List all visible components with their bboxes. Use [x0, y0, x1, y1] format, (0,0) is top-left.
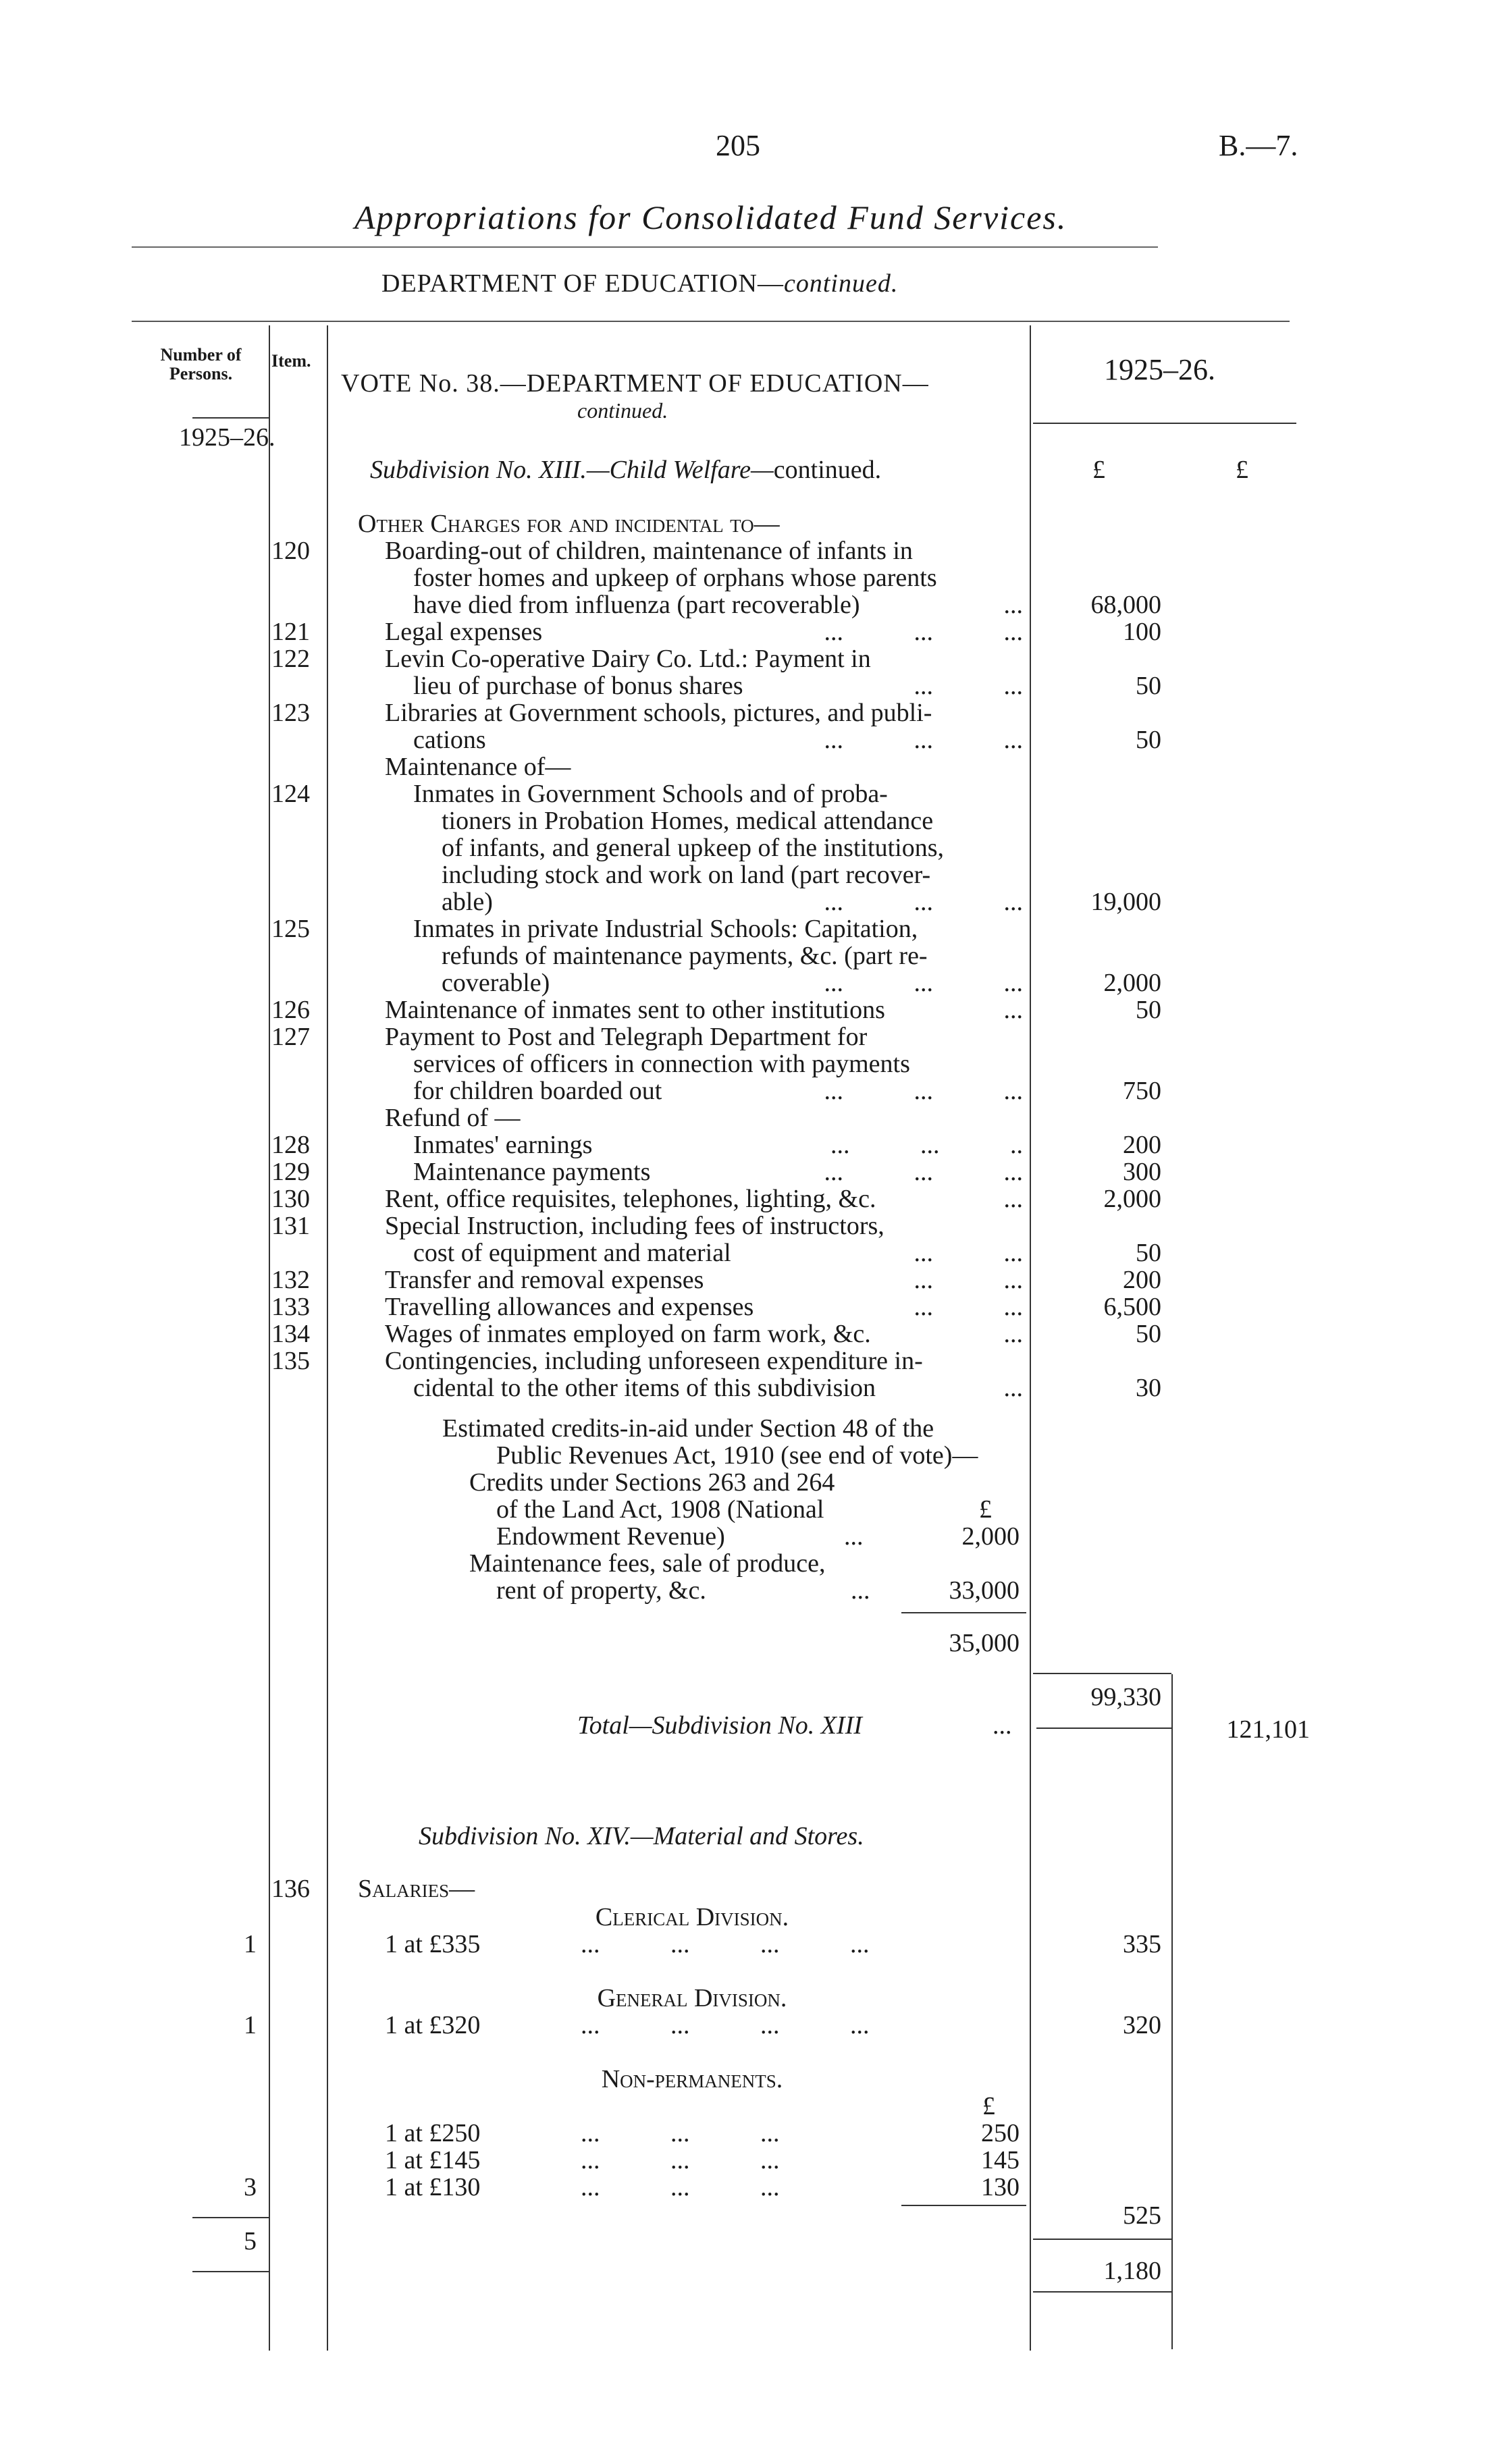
item-number: 125 — [271, 915, 310, 943]
item-amount: 50 — [1136, 1239, 1161, 1267]
xiv-total-rule-top — [1033, 2239, 1171, 2240]
item-number: 134 — [271, 1320, 310, 1348]
amount-column-rule — [1030, 325, 1031, 2351]
item-amount: 19,000 — [1090, 888, 1161, 916]
pound-symbol-col1: £ — [1092, 456, 1105, 484]
leader-dots: ... ... ... — [581, 2119, 780, 2147]
persons-total: 5 — [244, 2227, 257, 2255]
item-number: 130 — [271, 1185, 310, 1213]
item-amount: 200 — [1123, 1131, 1161, 1159]
item-description-line: able) — [442, 888, 493, 916]
leader-dots: ... — [1003, 591, 1023, 619]
item-description-line: Legal expenses — [385, 618, 543, 646]
item-description-line: refunds of maintenance payments, &c. (part re- — [442, 942, 928, 970]
credits-amount-endowment: 2,000 — [961, 1522, 1020, 1551]
leader-dots: ... ... — [914, 672, 1023, 700]
item-description-line: cost of equipment and material — [413, 1239, 731, 1267]
credits-pound: £ — [979, 1495, 992, 1524]
leader-dots: ... ... — [914, 1293, 1023, 1321]
leader-dots: ... ... ... — [824, 618, 1023, 646]
item-amount: 300 — [1123, 1158, 1161, 1186]
subtotal-rule-bottom — [1036, 1728, 1171, 1729]
item-description-line: foster homes and upkeep of orphans whose parents — [413, 564, 937, 592]
non-permanent-amount: 130 — [981, 2173, 1020, 2201]
item-number: 131 — [271, 1212, 310, 1240]
non-permanent-amount: 250 — [981, 2119, 1020, 2147]
credits-dots-7: ... — [851, 1576, 870, 1605]
non-permanent-salary-line: 1 at £130 — [385, 2173, 481, 2201]
item-number: 133 — [271, 1293, 310, 1321]
credits-line-2: Public Revenues Act, 1910 (see end of vote)— — [496, 1441, 978, 1470]
non-permanents-heading: Non-permanents. — [601, 2065, 783, 2093]
year-header-rule — [1033, 423, 1296, 424]
title-rule — [132, 246, 1158, 248]
item-description-line: Boarding-out of children, maintenance of infants in — [385, 537, 913, 565]
credits-line-5: Endowment Revenue) — [496, 1522, 725, 1551]
item-amount: 2,000 — [1103, 969, 1161, 997]
general-salary-line: 1 at £320 — [385, 2011, 481, 2039]
subdivision-xiv-total: 1,180 — [1103, 2257, 1161, 2285]
leader-dots: ... — [1003, 1374, 1023, 1402]
persons-column-rule — [269, 325, 270, 2351]
table-top-rule — [132, 321, 1290, 322]
subdivision-xiii-grand-total: 121,101 — [1226, 1715, 1310, 1744]
leader-dots: ... ... ... — [581, 2173, 780, 2201]
department-heading: DEPARTMENT OF EDUCATION—continued. — [381, 269, 899, 298]
item-description-line: including stock and work on land (part recover- — [442, 861, 931, 889]
item-description-line: Levin Co-operative Dairy Co. Ltd.: Payment in — [385, 645, 871, 673]
leader-dots: ... — [1003, 996, 1023, 1024]
vote-title: VOTE No. 38.—DEPARTMENT OF EDUCATION— — [341, 369, 929, 398]
clerical-dots: ... ... ... ... — [581, 1930, 870, 1958]
subdivision-xiii-subtotal: 99,330 — [1090, 1683, 1161, 1711]
year-column-header: 1925–26. — [1104, 353, 1215, 386]
item-number: 127 — [271, 1023, 310, 1051]
item-description-line: lieu of purchase of bonus shares — [413, 672, 743, 700]
item-description-line: Contingencies, including unforeseen expenditure in- — [385, 1347, 923, 1375]
item-number: 129 — [271, 1158, 310, 1186]
item-number: 123 — [271, 699, 310, 727]
clerical-salary-line: 1 at £335 — [385, 1930, 481, 1958]
item-amount: 68,000 — [1090, 591, 1161, 619]
item-description-line: Maintenance of inmates sent to other institutions — [385, 996, 885, 1024]
non-permanents-total: 525 — [1123, 2201, 1161, 2230]
item-description-line: for children boarded out — [413, 1077, 662, 1105]
credits-line-4: of the Land Act, 1908 (National — [496, 1495, 824, 1524]
item-description-line: services of officers in connection with payments — [413, 1050, 910, 1078]
item-description-line: Maintenance payments — [413, 1158, 651, 1186]
general-amount: 320 — [1123, 2011, 1161, 2039]
leader-dots: ... ... ... — [581, 2146, 780, 2174]
leader-dots: ... ... — [914, 1266, 1023, 1294]
clerical-division-heading: Clerical Division. — [595, 1903, 789, 1931]
leader-dots: ... ... — [914, 1239, 1023, 1267]
leader-dots: ... — [1003, 1320, 1023, 1348]
item-column-rule — [327, 325, 328, 2351]
credits-dots-5: ... — [844, 1522, 864, 1551]
item-amount: 50 — [1136, 726, 1161, 754]
persons-year-label: 1925–26. — [179, 423, 275, 452]
item-number-136: 136 — [271, 1875, 310, 1903]
item-number: 122 — [271, 645, 310, 673]
salaries-heading: Salaries— — [358, 1875, 475, 1903]
item-column-header: Item. — [271, 351, 311, 371]
total-dots: ... — [993, 1711, 1012, 1740]
item-amount: 6,500 — [1103, 1293, 1161, 1321]
leader-dots: ... ... ... — [824, 1077, 1023, 1105]
leader-dots: ... ... ... — [824, 726, 1023, 754]
item-description-line: have died from influenza (part recoverable) — [413, 591, 860, 619]
item-amount: 50 — [1136, 1320, 1161, 1348]
item-description-line: of infants, and general upkeep of the institutions, — [442, 834, 944, 862]
subtotal-rule-top — [1033, 1673, 1171, 1674]
item-description-line: cations — [413, 726, 486, 754]
general-division-heading: General Division. — [597, 1984, 787, 2012]
item-description-line: Special Instruction, including fees of instructors, — [385, 1212, 884, 1240]
general-dots: ... ... ... ... — [581, 2011, 870, 2039]
page-number: 205 — [716, 129, 760, 162]
item-amount: 50 — [1136, 996, 1161, 1024]
leader-dots: ... — [1003, 1185, 1023, 1213]
pound-symbol-col2: £ — [1236, 456, 1248, 484]
item-description-line: Libraries at Government schools, pictures, and publi- — [385, 699, 932, 727]
persons-header-rule — [192, 417, 270, 419]
item-amount: 200 — [1123, 1266, 1161, 1294]
item-amount: 50 — [1136, 672, 1161, 700]
item-description-line: Inmates' earnings — [413, 1131, 593, 1159]
item-description-line: tioners in Probation Homes, medical attendance — [442, 807, 934, 835]
non-permanent-amount: 145 — [981, 2146, 1020, 2174]
subdivision-xiii-total-label: Total—Subdivision No. XIII — [577, 1711, 862, 1740]
credits-total: 35,000 — [949, 1629, 1020, 1657]
item-description-line: cidental to the other items of this subdivision — [413, 1374, 876, 1402]
non-permanent-salary-line: 1 at £250 — [385, 2119, 481, 2147]
item-description-line: Refund of — — [385, 1104, 521, 1132]
credits-line-6: Maintenance fees, sale of produce, — [469, 1549, 826, 1578]
leader-dots: ... ... .. — [830, 1131, 1023, 1159]
clerical-amount: 335 — [1123, 1930, 1161, 1958]
subdivision-xiv-heading: Subdivision No. XIV.—Material and Stores. — [419, 1822, 864, 1850]
leader-dots: ... ... ... — [824, 888, 1023, 916]
item-description-line: Inmates in private Industrial Schools: Capitation, — [413, 915, 918, 943]
item-description-line: Inmates in Government Schools and of proba- — [413, 780, 888, 808]
item-description-line: Payment to Post and Telegraph Department for — [385, 1023, 868, 1051]
credits-amount-maintenance: 33,000 — [949, 1576, 1020, 1605]
general-persons: 1 — [244, 2011, 257, 2039]
item-description-line: coverable) — [442, 969, 550, 997]
credits-line-1: Estimated credits-in-aid under Section 48 of the — [442, 1414, 934, 1443]
item-amount: 750 — [1123, 1077, 1161, 1105]
credits-total-rule — [901, 1612, 1026, 1613]
non-permanent-salary-line: 1 at £145 — [385, 2146, 481, 2174]
non-permanents-rule — [901, 2205, 1026, 2206]
item-description-line: Wages of inmates employed on farm work, &c. — [385, 1320, 871, 1348]
clerical-persons: 1 — [244, 1930, 257, 1958]
leader-dots: ... ... ... — [824, 1158, 1023, 1186]
item-number: 132 — [271, 1266, 310, 1294]
item-amount: 100 — [1123, 618, 1161, 646]
credits-line-3: Credits under Sections 263 and 264 — [469, 1468, 835, 1497]
xiv-total-rule-bottom — [1033, 2291, 1171, 2293]
item-number: 124 — [271, 780, 310, 808]
document-reference: B.—7. — [1219, 129, 1298, 162]
item-number: 121 — [271, 618, 310, 646]
persons-total-rule — [192, 2217, 270, 2218]
subdivision-xiii-heading: Subdivision No. XIII.—Child Welfare—continued. — [370, 456, 882, 484]
item-description-line: Rent, office requisites, telephones, lighting, &c. — [385, 1185, 876, 1213]
item-number: 126 — [271, 996, 310, 1024]
persons-column-header: Number of Persons. — [160, 345, 242, 383]
item-number: 120 — [271, 537, 310, 565]
other-charges-heading: Other Charges for and incidental to— — [358, 510, 780, 538]
vote-continued: continued. — [577, 398, 668, 423]
item-amount: 30 — [1136, 1374, 1161, 1402]
item-amount: 2,000 — [1103, 1185, 1161, 1213]
item-description-line: Travelling allowances and expenses — [385, 1293, 754, 1321]
item-number: 128 — [271, 1131, 310, 1159]
total-column-rule — [1171, 1674, 1173, 2349]
leader-dots: ... ... ... — [824, 969, 1023, 997]
page-title: Appropriations for Consolidated Fund Services. — [354, 198, 1067, 236]
persons-bottom-rule — [192, 2271, 270, 2272]
non-permanents-persons: 3 — [244, 2173, 257, 2201]
item-description-line: Transfer and removal expenses — [385, 1266, 704, 1294]
credits-line-7: rent of property, &c. — [496, 1576, 706, 1605]
item-description-line: Maintenance of— — [385, 753, 571, 781]
non-permanents-pound: £ — [982, 2092, 995, 2120]
item-number: 135 — [271, 1347, 310, 1375]
